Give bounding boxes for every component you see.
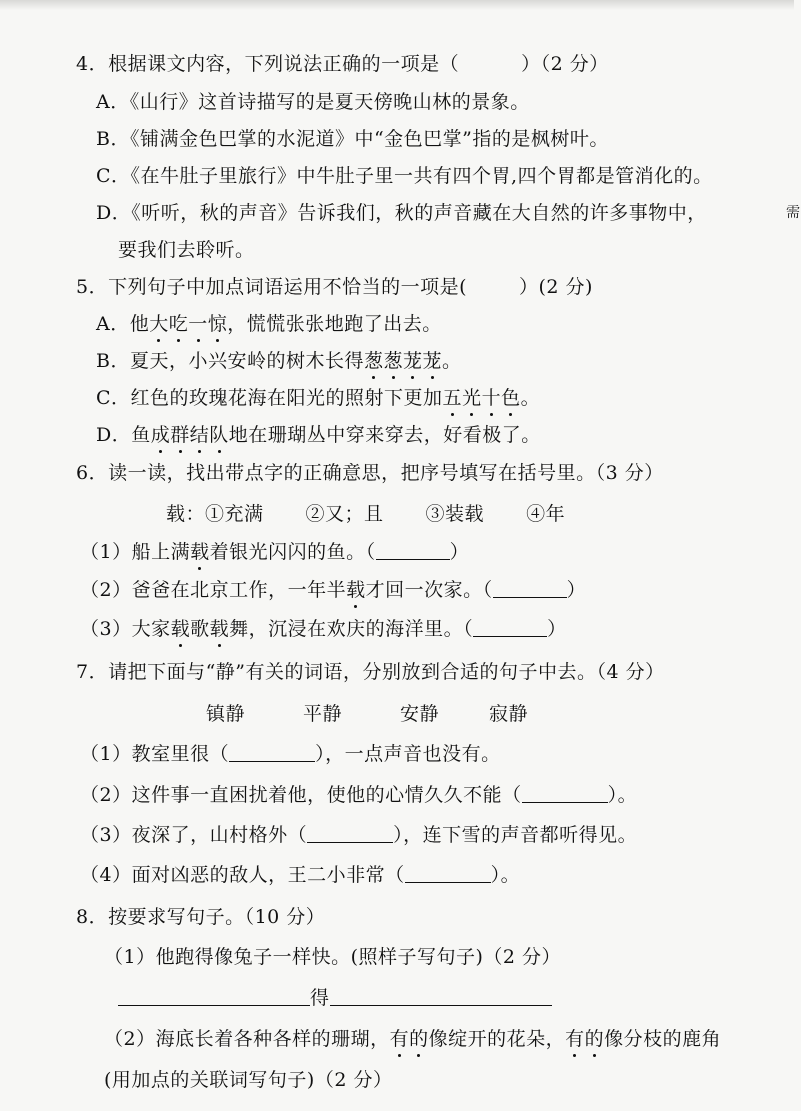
q7-sentence-2: （2）这件事一直困扰着他，使他的心情久久不能（ ）。 — [80, 784, 638, 806]
q8-part-1: （1）他跑得像兔子一样快。(照样子写句子)（2 分） — [104, 946, 562, 968]
q4-option-d-cont: 要我们去聆听。 — [118, 239, 255, 261]
q5-option-d: D．鱼成群结队地在珊瑚丛中穿来穿去，好看极了。 — [96, 424, 541, 446]
q6-sentence-1: （1）船上满载着银光闪闪的鱼。（ ） — [80, 541, 470, 563]
q6-meanings: 载：①充满 ②又；且 ③装载 ④年 — [166, 503, 566, 525]
q8-part-2-note: (用加点的关联词写句子)（2 分） — [104, 1069, 393, 1091]
q7-sentence-3: （3）夜深了，山村格外（ ），连下雪的声音都听得见。 — [80, 824, 638, 846]
q7-answer-2[interactable] — [522, 784, 608, 803]
q8-part-2: （2）海底长着各种各样的珊瑚，有的像绽开的花朵，有的像分枝的鹿角 — [104, 1028, 722, 1050]
q7-sentence-1: （1）教室里很（ ），一点声音也没有。 — [80, 743, 501, 765]
q4-option-c: C．《在牛肚子里旅行》中牛肚子里一共有四个胃,四个胃都是管消化的。 — [96, 165, 713, 187]
q8-part-1-answer: 得 — [118, 986, 552, 1010]
q6-stem: 6．读一读，找出带点字的正确意思，把序号填写在括号里。（3 分） — [76, 462, 664, 484]
q7-answer-4[interactable] — [405, 864, 491, 883]
q7-answer-3[interactable] — [307, 824, 393, 843]
q6-sentence-2: （2）爸爸在北京工作，一年半载才回一次家。（ ） — [80, 579, 587, 601]
q6-answer-3[interactable] — [473, 618, 547, 637]
q5-option-b: B．夏天，小兴安岭的树木长得葱葱茏茏。 — [96, 350, 462, 372]
q4-option-d: D．《听听，秋的声音》告诉我们，秋的声音藏在大自然的许多事物中， — [96, 202, 707, 224]
q4-option-a: A．《山行》这首诗描写的是夏天傍晚山林的景象。 — [96, 91, 530, 113]
q7-sentence-4: （4）面对凶恶的敌人，王二小非常（ ）。 — [80, 864, 521, 886]
q6-sentence-3: （3）大家载歌载舞，沉浸在欢庆的海洋里。（ ） — [80, 618, 567, 640]
q4-option-b: B．《铺满金色巴掌的水泥道》中“金色巴掌”指的是枫树叶。 — [96, 128, 609, 150]
scan-edge-shadow — [0, 0, 794, 10]
q6-answer-1[interactable] — [376, 541, 450, 560]
q5-option-c: C．红色的玫瑰花海在阳光的照射下更加五光十色。 — [96, 387, 541, 409]
q4-stem: 4．根据课文内容，下列说法正确的一项是（ ）（2 分） — [76, 53, 609, 75]
q8-answer-blank-left[interactable] — [118, 987, 310, 1006]
q7-answer-1[interactable] — [229, 743, 315, 762]
q7-stem: 7．请把下面与“静”有关的词语，分别放到合适的句子中去。（4 分） — [76, 661, 665, 683]
q6-answer-2[interactable] — [493, 579, 567, 598]
q5-option-a: A．他大吃一惊，慌慌张张地跑了出去。 — [96, 313, 442, 335]
q4-option-d-cut-char: 需 — [786, 205, 801, 221]
q8-stem: 8．按要求写句子。（10 分） — [76, 906, 326, 928]
q7-word-bank: 镇静 平静 安静 寂静 — [206, 703, 529, 725]
q5-stem: 5．下列句子中加点词语运用不恰当的一项是( ）(2 分) — [76, 276, 593, 298]
q8-answer-blank-right[interactable] — [330, 987, 552, 1006]
